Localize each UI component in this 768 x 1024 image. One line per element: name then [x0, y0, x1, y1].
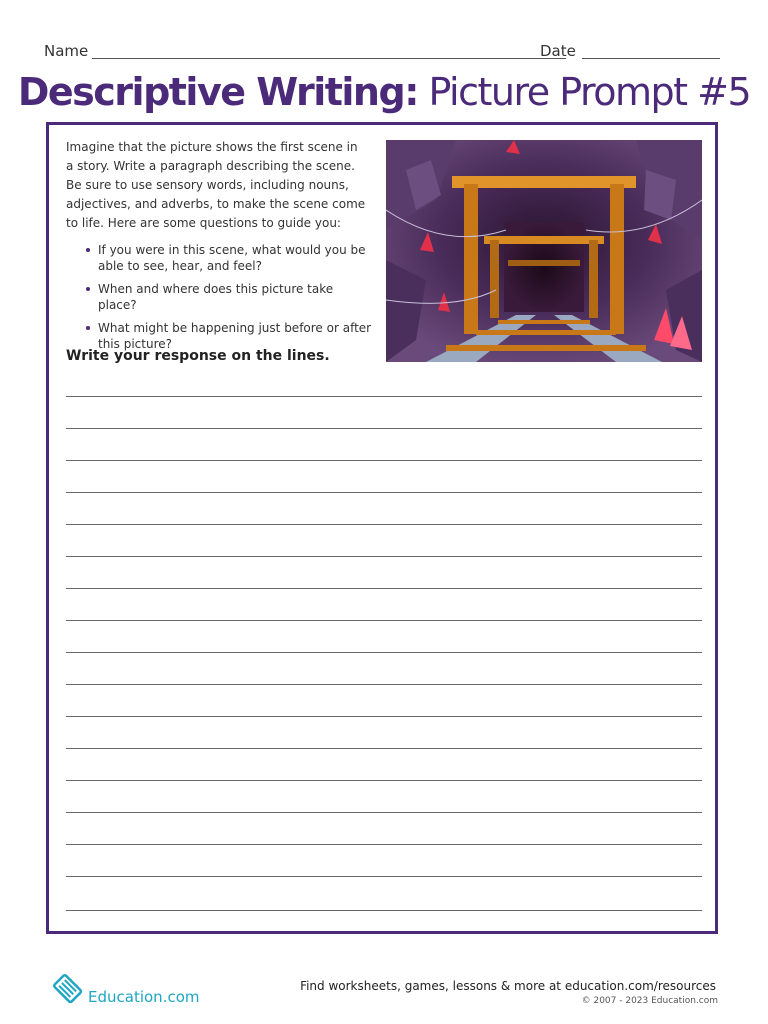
response-line[interactable] [66, 910, 702, 911]
name-label: Name [44, 42, 89, 60]
worksheet-title [0, 70, 768, 114]
response-line[interactable] [66, 396, 702, 397]
name-field-line[interactable] [92, 58, 566, 59]
title-bold: Descriptive Writing: [17, 70, 418, 114]
response-line[interactable] [66, 620, 702, 621]
response-line[interactable] [66, 748, 702, 749]
date-label: Date [540, 42, 576, 60]
guide-questions [84, 242, 374, 359]
name-date-row [44, 42, 724, 64]
logo-text: Education.com [88, 988, 200, 1006]
response-line[interactable] [66, 556, 702, 557]
guide-question: When and where does this picture take place? [84, 281, 374, 313]
pencil-logo-icon [52, 972, 86, 1008]
response-line[interactable] [66, 716, 702, 717]
response-instruction: Write your response on the lines. [66, 348, 330, 364]
response-line[interactable] [66, 460, 702, 461]
response-line[interactable] [66, 812, 702, 813]
education-logo[interactable] [52, 972, 200, 1008]
response-line[interactable] [66, 780, 702, 781]
response-line[interactable] [66, 524, 702, 525]
response-line[interactable] [66, 588, 702, 589]
intro-paragraph: Imagine that the picture shows the first scene in a story. Write a paragraph describing the scene. Be sure to use sensory words, including nouns, adjectives, and adverbs, to make the scene come to life. Here are some questions to guide you: [66, 140, 366, 230]
response-line[interactable] [66, 428, 702, 429]
response-line[interactable] [66, 492, 702, 493]
response-line[interactable] [66, 844, 702, 845]
guide-question: If you were in this scene, what would you be able to see, hear, and feel? [84, 242, 374, 274]
response-line[interactable] [66, 876, 702, 877]
mine-tunnel-illustration [386, 140, 702, 362]
date-field-line[interactable] [582, 58, 720, 59]
footer-resources: Find worksheets, games, lessons & more at education.com/resources [300, 979, 716, 993]
mine-tunnel-picture [386, 140, 702, 362]
guide-question: What might be happening just before or after this picture? [84, 320, 374, 352]
title-light: Picture Prompt #5 [417, 70, 751, 114]
footer-copyright: © 2007 - 2023 Education.com [581, 996, 718, 1006]
response-line[interactable] [66, 684, 702, 685]
response-line[interactable] [66, 652, 702, 653]
